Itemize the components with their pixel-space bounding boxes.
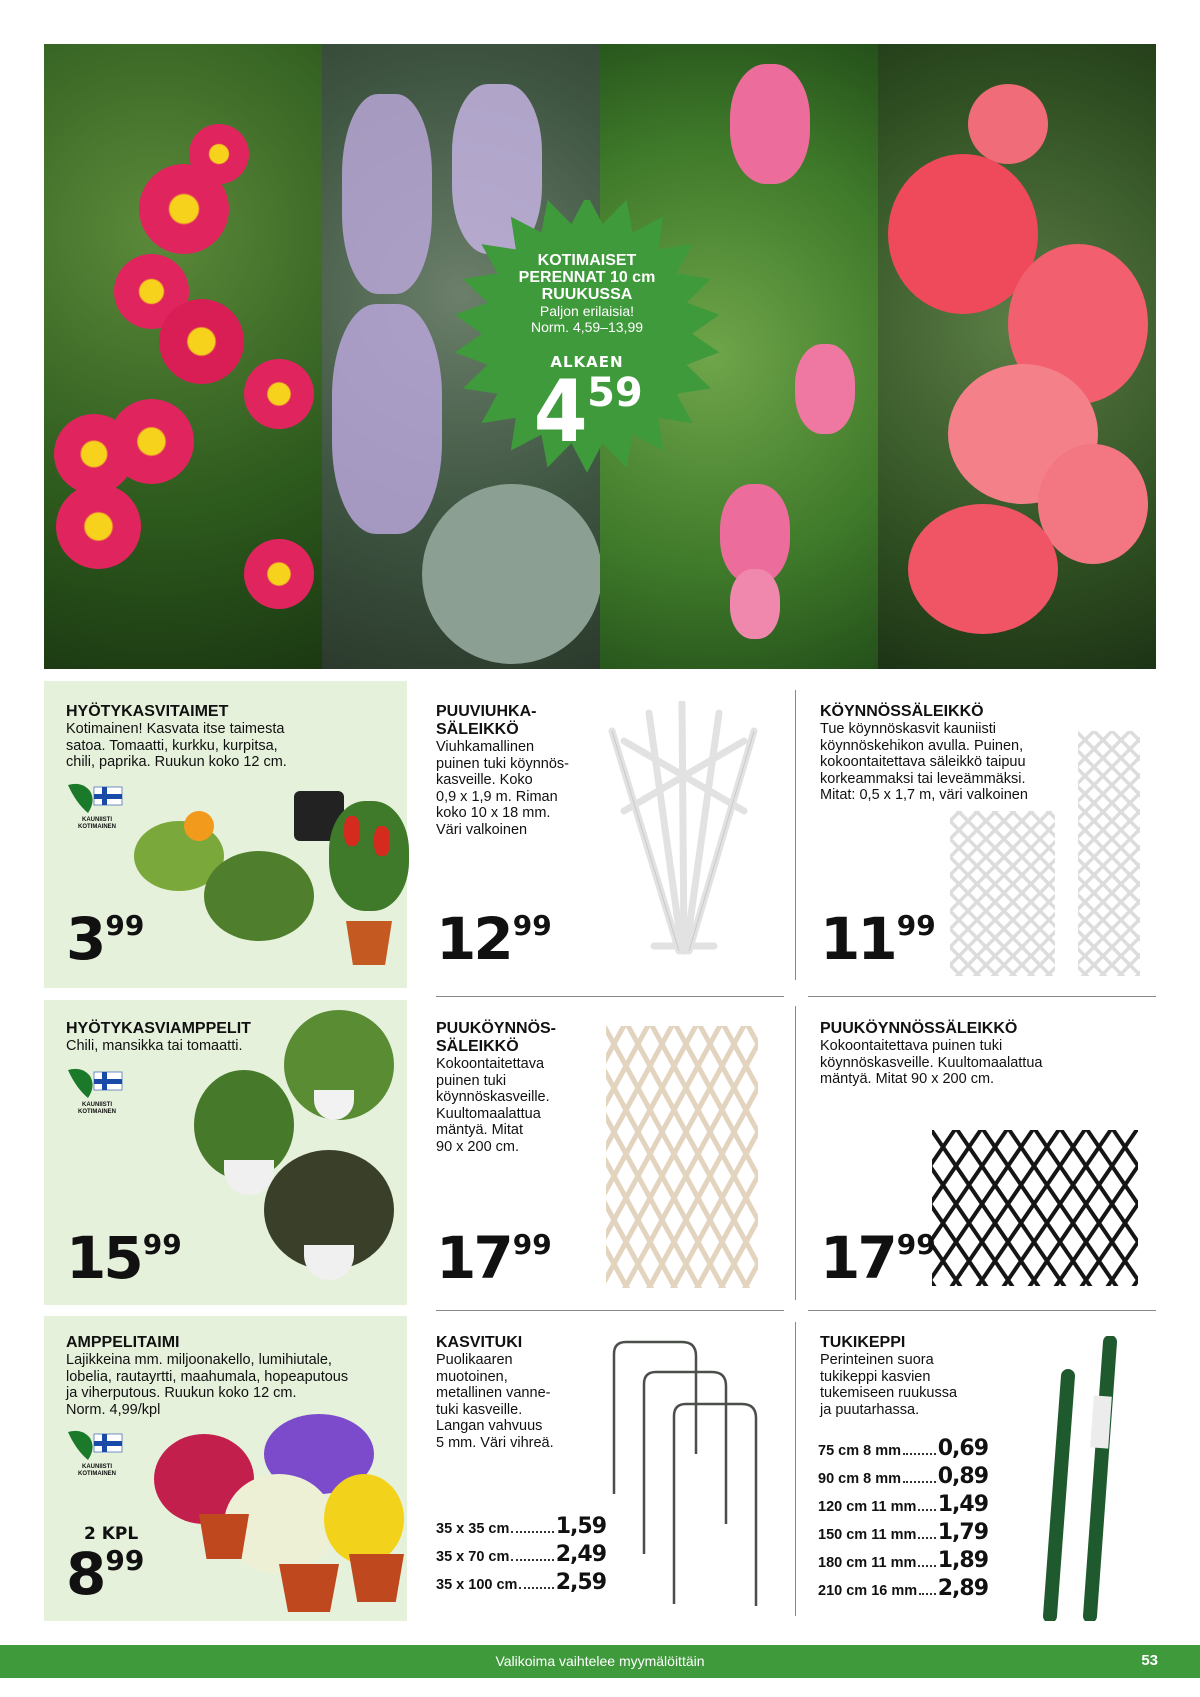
price-row — [436, 1542, 606, 1570]
product-desc: koko 10 x 18 mm. — [436, 805, 551, 821]
page-number: 53 — [1141, 1652, 1158, 1669]
wooden-lattice-image — [602, 1022, 762, 1292]
product-title: SÄLEIKKÖ — [436, 1038, 519, 1055]
black-lattice-image — [930, 1128, 1140, 1288]
product-desc: Langan vahvuus — [436, 1418, 543, 1434]
product-title: KÖYNNÖSSÄLEIKKÖ — [820, 703, 984, 720]
product-title: PUUVIUHKA- — [436, 703, 537, 720]
product-desc: puinen tuki — [436, 1072, 507, 1089]
heart-flag-icon — [66, 781, 128, 817]
product-title: TUKIKEPPI — [820, 1334, 906, 1351]
price-tag — [820, 905, 936, 973]
size-label: 120 cm 11 mm — [818, 1499, 917, 1515]
size-label: 35 x 35 cm — [436, 1521, 510, 1537]
price-dec: 99 — [105, 1544, 145, 1577]
row-price: 1,49 — [937, 1492, 988, 1517]
logo-text: KAUNIISTI KOTIMAINEN — [78, 817, 116, 830]
product-desc: Kokoontaitettava — [436, 1056, 545, 1072]
product-title: AMPPELITAIMI — [66, 1334, 180, 1351]
price-row — [818, 1548, 988, 1576]
price-int: 17 — [820, 1224, 895, 1292]
dot-leader — [918, 1537, 935, 1539]
kauniisti-kotimainen-logo — [66, 781, 128, 843]
tukikeppi-price-list — [818, 1436, 988, 1604]
product-title: HYÖTYKASVITAIMET — [66, 703, 229, 720]
price-tag — [66, 905, 145, 973]
product-desc: Kokoontaitettava puinen tuki — [820, 1038, 1003, 1054]
size-label: 150 cm 11 mm — [818, 1527, 917, 1543]
price-row — [818, 1464, 988, 1492]
product-koynnossaleikko — [808, 681, 1158, 988]
product-desc: kasveille. Koko — [436, 772, 533, 788]
green-stakes-image — [1038, 1336, 1138, 1621]
price-tag — [436, 1224, 552, 1292]
vegetable-plants-photo — [134, 781, 404, 966]
hanging-baskets-photo — [164, 1010, 404, 1300]
dot-leader — [511, 1531, 553, 1533]
price-tag — [820, 1224, 936, 1292]
column-divider — [795, 690, 796, 980]
price-row — [818, 1492, 988, 1520]
product-desc: lobelia, rautayrtti, maahumala, hopeaputous — [66, 1368, 349, 1385]
dot-leader — [519, 1587, 553, 1589]
product-desc: tukemiseen ruukussa — [820, 1385, 958, 1401]
product-desc: satoa. Tomaatti, kurkku, kurpitsa, — [66, 737, 278, 754]
product-desc: Väri valkoinen — [436, 821, 528, 838]
badge-line3: RUUKUSSA — [541, 286, 633, 303]
badge-price-int: 4 — [534, 362, 585, 462]
product-desc: köynnöskehikon avulla. Puinen, — [820, 737, 1024, 754]
badge-price-dec: 59 — [587, 370, 643, 416]
badge-line2: PERENNAT 10 cm — [518, 269, 656, 286]
price-int: 15 — [66, 1224, 141, 1292]
heart-flag-icon — [66, 1066, 128, 1102]
price-tag — [436, 905, 552, 973]
size-label: 180 cm 11 mm — [818, 1555, 917, 1571]
row-price: 1,59 — [555, 1514, 606, 1539]
row-divider — [808, 996, 1156, 997]
dot-leader — [918, 1565, 935, 1567]
product-desc: köynnöskasveille. — [436, 1089, 550, 1105]
footer-bar — [0, 1645, 1200, 1678]
badge-from-label: ALKAEN — [550, 353, 624, 371]
price-int: 12 — [436, 905, 511, 973]
heart-flag-icon — [66, 1428, 128, 1464]
kasvituki-price-list — [436, 1514, 606, 1598]
size-label: 35 x 70 cm — [436, 1549, 510, 1565]
product-desc: Viuhkamallinen — [436, 739, 535, 755]
size-label: 35 x 100 cm — [436, 1577, 518, 1593]
product-desc: muotoinen, — [436, 1368, 508, 1385]
product-desc: Kuultomaalattua — [436, 1105, 541, 1122]
row-price: 2,59 — [555, 1570, 606, 1595]
price-dec: 99 — [896, 1228, 936, 1261]
row-price: 2,49 — [555, 1542, 606, 1567]
product-desc: ja puutarhassa. — [820, 1401, 920, 1418]
dot-leader — [903, 1453, 936, 1455]
product-desc: metallinen vanne- — [436, 1385, 551, 1401]
product-desc: mäntyä. Mitat — [436, 1122, 524, 1138]
price-dec: 99 — [105, 909, 145, 942]
dot-leader — [511, 1559, 553, 1561]
size-label: 90 cm 8 mm — [818, 1471, 902, 1487]
footer-note: Valikoima vaihtelee myymälöittäin — [495, 1653, 705, 1669]
product-title: PUUKÖYNNÖS- — [436, 1020, 557, 1037]
product-desc: chili, paprika. Ruukun koko 12 cm. — [66, 754, 287, 770]
expandable-trellis-image — [950, 731, 1140, 981]
dot-leader — [919, 1593, 936, 1595]
logo-text: KAUNIISTI KOTIMAINEN — [78, 1464, 116, 1477]
product-title: HYÖTYKASVIAMPPELIT — [66, 1020, 251, 1037]
price-dec: 99 — [142, 1228, 182, 1261]
row-price: 2,89 — [937, 1576, 988, 1601]
row-divider — [808, 1310, 1156, 1311]
product-title: SÄLEIKKÖ — [436, 721, 519, 738]
product-hyotykasvitaimet — [44, 681, 407, 988]
price-row — [436, 1514, 606, 1542]
photo-phlox — [878, 44, 1156, 669]
row-divider — [436, 1310, 784, 1311]
row-price: 0,69 — [937, 1436, 988, 1461]
row-price: 0,89 — [937, 1464, 988, 1489]
logo-text: KAUNIISTI KOTIMAINEN — [78, 1102, 116, 1115]
dot-leader — [918, 1509, 935, 1511]
product-desc: Puolikaaren — [436, 1352, 513, 1368]
product-desc: Mitat: 0,5 x 1,7 m, väri valkoinen — [820, 787, 1028, 803]
price-dec: 99 — [896, 909, 936, 942]
product-desc: 90 x 200 cm. — [436, 1138, 520, 1155]
product-puukoynnos — [424, 1000, 784, 1305]
price-dec: 99 — [512, 1228, 552, 1261]
product-puukoynnossaleikko — [808, 1000, 1158, 1305]
product-desc: Lajikkeina mm. miljoonakello, lumihiutale, — [66, 1352, 332, 1368]
product-desc: Perinteinen suora — [820, 1352, 934, 1368]
size-label: 210 cm 16 mm — [818, 1583, 918, 1599]
price-burst-text — [448, 252, 726, 462]
product-desc: korkeammaksi tai leveämmäksi. — [820, 770, 1026, 787]
product-puuviuhka — [424, 681, 784, 988]
kauniisti-kotimainen-logo — [66, 1066, 128, 1128]
product-desc: kokoontaitettava säleikkö taipuu — [820, 754, 1026, 770]
product-desc: köynnöskasveille. Kuultomaalattua — [820, 1054, 1043, 1071]
price-tag — [66, 1224, 182, 1292]
badge-sub2: Norm. 4,59–13,99 — [530, 319, 644, 335]
product-desc: Kotimainen! Kasvata itse taimesta — [66, 721, 285, 737]
quantity-label: 2 KPL — [84, 1524, 139, 1544]
product-desc: Chili, mansikka tai tomaatti. — [66, 1038, 243, 1054]
product-desc: 0,9 x 1,9 m. Riman — [436, 788, 558, 805]
product-amppelitaimi — [44, 1316, 407, 1621]
size-label: 75 cm 8 mm — [818, 1443, 902, 1459]
product-desc: ja viherputous. Ruukun koko 12 cm. — [66, 1385, 297, 1401]
dot-leader — [903, 1481, 936, 1483]
product-desc: Tue köynnöskasvit kauniisti — [820, 721, 996, 737]
price-tag — [66, 1540, 145, 1608]
price-dec: 99 — [512, 909, 552, 942]
product-desc: tukikeppi kasvien — [820, 1368, 931, 1385]
product-title: KASVITUKI — [436, 1334, 523, 1351]
column-divider — [795, 1322, 796, 1616]
product-title: PUUKÖYNNÖSSÄLEIKKÖ — [820, 1020, 1018, 1037]
price-int: 3 — [66, 905, 104, 973]
badge-line1: KOTIMAISET — [537, 252, 637, 269]
price-int: 17 — [436, 1224, 511, 1292]
price-int: 8 — [66, 1540, 104, 1608]
price-row — [436, 1570, 606, 1598]
hoop-supports-image — [604, 1334, 764, 1614]
column-divider — [795, 1006, 796, 1300]
row-price: 1,89 — [937, 1548, 988, 1573]
photo-daisies — [44, 44, 322, 669]
product-desc: tuki kasveille. — [436, 1401, 523, 1418]
product-tukikeppi — [808, 1316, 1158, 1621]
flower-pots-photo — [154, 1414, 404, 1614]
price-int: 11 — [820, 905, 895, 973]
kauniisti-kotimainen-logo — [66, 1428, 128, 1490]
product-kasvituki — [424, 1316, 784, 1621]
price-row — [818, 1436, 988, 1464]
price-row — [818, 1576, 988, 1604]
fan-trellis-image — [604, 701, 764, 971]
product-hyotykasviamppelit — [44, 1000, 407, 1305]
row-price: 1,79 — [937, 1520, 988, 1545]
badge-sub1: Paljon erilaisia! — [539, 303, 635, 319]
product-desc: 5 mm. Väri vihreä. — [436, 1434, 554, 1451]
product-desc: mäntyä. Mitat 90 x 200 cm. — [820, 1071, 995, 1087]
product-desc: Norm. 4,99/kpl — [66, 1401, 161, 1418]
price-row — [818, 1520, 988, 1548]
product-desc: puinen tuki köynnös- — [436, 755, 569, 772]
row-divider — [436, 996, 784, 997]
